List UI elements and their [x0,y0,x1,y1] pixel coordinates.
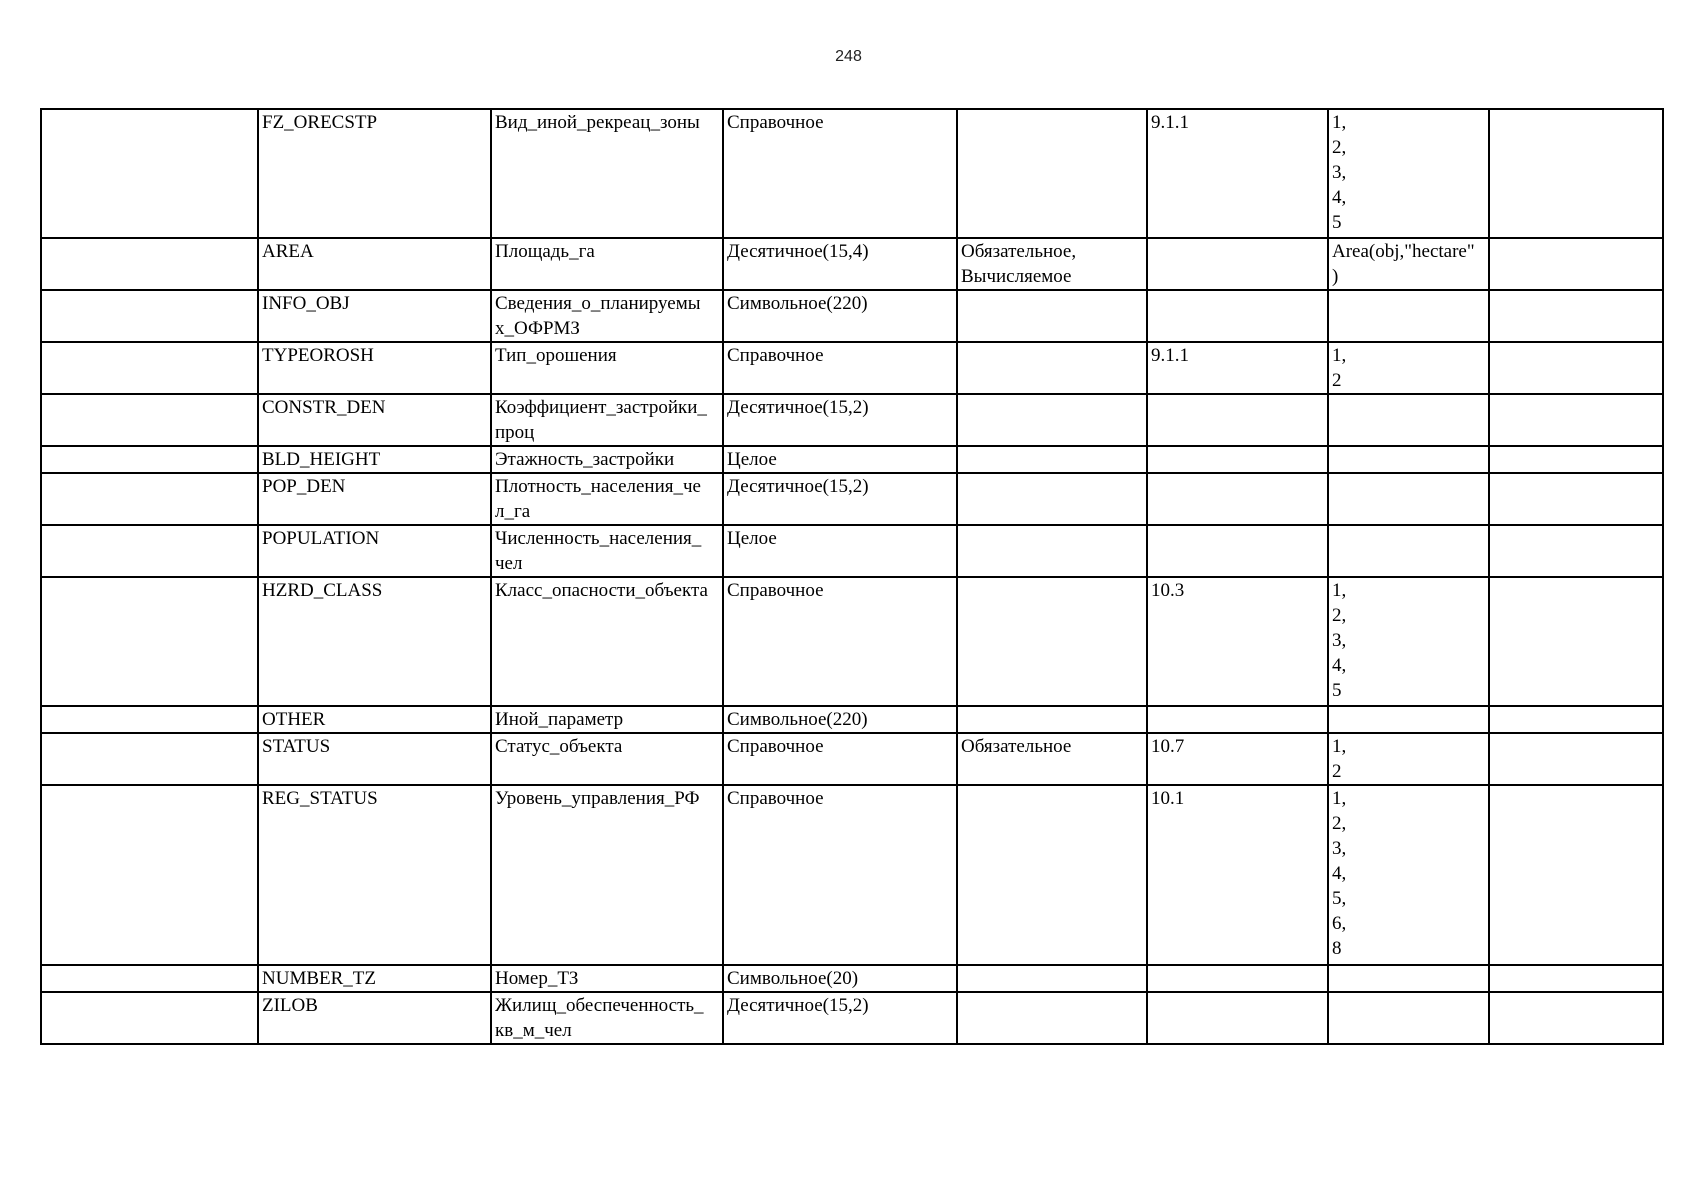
field-type-cell: Символьное(220) [723,290,957,342]
field-reference-cell [1147,473,1328,525]
field-required-cell [957,394,1147,446]
field-alias-cell: Площадь_га [491,238,723,290]
field-type-cell: Символьное(20) [723,965,957,992]
field-required-cell: Обязательное [957,733,1147,785]
field-type-cell: Десятичное(15,4) [723,238,957,290]
field-type-cell: Символьное(220) [723,706,957,733]
field-alias-cell: Уровень_управления_РФ [491,785,723,965]
field-code-cell: FZ_ORECSTP [258,109,491,238]
field-values-cell: Area(obj,"hectare" ) [1328,238,1489,290]
blank-cell [41,965,258,992]
field-type-cell: Десятичное(15,2) [723,473,957,525]
field-code-cell: HZRD_CLASS [258,577,491,706]
field-values-cell [1328,992,1489,1044]
field-alias-cell: Численность_населения_ чел [491,525,723,577]
table-row [41,342,1663,394]
field-reference-cell [1147,394,1328,446]
field-values-cell: 1, 2, 3, 4, 5 [1328,577,1489,706]
field-alias-cell: Жилищ_обеспеченность_ кв_м_чел [491,992,723,1044]
field-required-cell [957,525,1147,577]
field-type-cell: Справочное [723,733,957,785]
field-code-cell: POP_DEN [258,473,491,525]
field-values-cell [1328,473,1489,525]
field-code-cell: CONSTR_DEN [258,394,491,446]
field-note-cell [1489,238,1663,290]
table-row [41,473,1663,525]
field-reference-cell [1147,238,1328,290]
field-code-cell: BLD_HEIGHT [258,446,491,473]
field-required-cell [957,473,1147,525]
field-reference-cell: 9.1.1 [1147,342,1328,394]
blank-cell [41,473,258,525]
field-alias-cell: Номер_ТЗ [491,965,723,992]
field-required-cell [957,342,1147,394]
field-note-cell [1489,290,1663,342]
field-reference-cell: 9.1.1 [1147,109,1328,238]
field-note-cell [1489,394,1663,446]
field-note-cell [1489,992,1663,1044]
table-row [41,109,1663,238]
blank-cell [41,446,258,473]
table-row [41,785,1663,965]
field-values-cell: 1, 2 [1328,733,1489,785]
field-alias-cell: Тип_орошения [491,342,723,394]
field-required-cell [957,290,1147,342]
field-required-cell [957,109,1147,238]
blank-cell [41,706,258,733]
field-type-cell: Справочное [723,342,957,394]
field-code-cell: NUMBER_TZ [258,965,491,992]
field-alias-cell: Иной_параметр [491,706,723,733]
field-reference-cell: 10.1 [1147,785,1328,965]
field-note-cell [1489,473,1663,525]
field-alias-cell: Статус_объекта [491,733,723,785]
field-reference-cell [1147,706,1328,733]
blank-cell [41,109,258,238]
field-type-cell: Целое [723,446,957,473]
field-values-cell [1328,706,1489,733]
field-type-cell: Справочное [723,577,957,706]
table-row [41,446,1663,473]
table-row [41,577,1663,706]
field-note-cell [1489,733,1663,785]
table-row [41,992,1663,1044]
field-type-cell: Целое [723,525,957,577]
field-reference-cell: 10.3 [1147,577,1328,706]
table-row [41,238,1663,290]
field-type-cell: Справочное [723,109,957,238]
field-values-cell: 1, 2 [1328,342,1489,394]
field-code-cell: TYPEOROSH [258,342,491,394]
field-type-cell: Десятичное(15,2) [723,992,957,1044]
field-reference-cell [1147,992,1328,1044]
field-note-cell [1489,965,1663,992]
field-required-cell [957,446,1147,473]
field-type-cell: Справочное [723,785,957,965]
page-number: 248 [835,48,862,65]
field-required-cell [957,992,1147,1044]
field-values-cell [1328,290,1489,342]
table-row [41,290,1663,342]
field-code-cell: ZILOB [258,992,491,1044]
field-reference-cell [1147,290,1328,342]
blank-cell [41,733,258,785]
field-required-cell [957,577,1147,706]
field-reference-cell [1147,965,1328,992]
table-body [41,109,1663,1044]
field-code-cell: REG_STATUS [258,785,491,965]
field-code-cell: POPULATION [258,525,491,577]
table-row [41,706,1663,733]
field-note-cell [1489,785,1663,965]
field-note-cell [1489,342,1663,394]
blank-cell [41,342,258,394]
field-values-cell [1328,965,1489,992]
field-note-cell [1489,525,1663,577]
field-reference-cell [1147,525,1328,577]
field-reference-cell [1147,446,1328,473]
blank-cell [41,992,258,1044]
table-row [41,965,1663,992]
field-code-cell: STATUS [258,733,491,785]
field-type-cell: Десятичное(15,2) [723,394,957,446]
field-alias-cell: Сведения_о_планируемы х_ОФРМЗ [491,290,723,342]
table-row [41,394,1663,446]
field-code-cell: AREA [258,238,491,290]
blank-cell [41,394,258,446]
field-required-cell [957,785,1147,965]
table-row [41,733,1663,785]
table-row [41,525,1663,577]
field-alias-cell: Плотность_населения_че л_га [491,473,723,525]
field-alias-cell: Вид_иной_рекреац_зоны [491,109,723,238]
field-required-cell [957,965,1147,992]
blank-cell [41,238,258,290]
field-values-cell [1328,394,1489,446]
blank-cell [41,785,258,965]
blank-cell [41,290,258,342]
field-alias-cell: Коэффициент_застройки_ проц [491,394,723,446]
field-note-cell [1489,577,1663,706]
field-note-cell [1489,109,1663,238]
field-alias-cell: Класс_опасности_объекта [491,577,723,706]
field-values-cell [1328,525,1489,577]
field-reference-cell: 10.7 [1147,733,1328,785]
field-note-cell [1489,706,1663,733]
field-required-cell: Обязательное, Вычисляемое [957,238,1147,290]
field-note-cell [1489,446,1663,473]
field-values-cell: 1, 2, 3, 4, 5 [1328,109,1489,238]
field-values-cell: 1, 2, 3, 4, 5, 6, 8 [1328,785,1489,965]
blank-cell [41,525,258,577]
field-code-cell: INFO_OBJ [258,290,491,342]
field-required-cell [957,706,1147,733]
field-values-cell [1328,446,1489,473]
attribute-table [40,108,1664,1045]
field-alias-cell: Этажность_застройки [491,446,723,473]
blank-cell [41,577,258,706]
field-code-cell: OTHER [258,706,491,733]
